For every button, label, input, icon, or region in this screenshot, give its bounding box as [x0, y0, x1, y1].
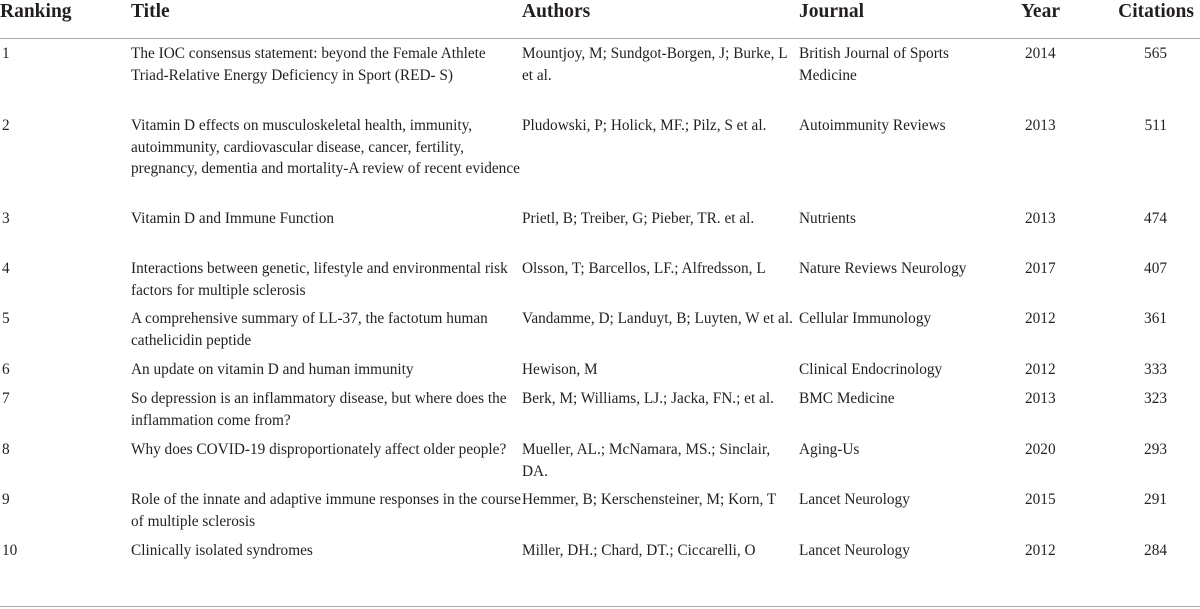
table-row [0, 111, 1200, 204]
cell-year: 2012 [1025, 542, 1056, 559]
cell-citations: 407 [1144, 260, 1167, 277]
cell-ranking: 7 [2, 390, 10, 407]
table-row [0, 254, 1200, 304]
cell-journal: Clinical Endocrinology [799, 361, 943, 378]
header-title: Title [131, 0, 522, 39]
cell-year: 2013 [1025, 390, 1056, 407]
table-row [0, 39, 1200, 112]
table-row [0, 536, 1200, 585]
cell-title: Vitamin D effects on musculoskeletal health, immunity, autoimmunity, cardiovascular disease, cancer, fertility, pregnancy, dementia and mortality-A review of recent evidence [131, 117, 520, 177]
header-journal: Journal [799, 0, 1009, 39]
table-row [0, 384, 1200, 435]
cell-authors: Berk, M; Williams, LJ.; Jacka, FN.; et al. [522, 390, 774, 407]
header-citations: Citations [1102, 0, 1200, 39]
cell-citations: 293 [1144, 441, 1167, 458]
cell-authors: Hewison, M [522, 361, 598, 378]
table-row [0, 304, 1200, 355]
cell-authors: Olsson, T; Barcellos, LF.; Alfredsson, L [522, 260, 766, 277]
cell-citations: 323 [1144, 390, 1167, 407]
table-row [0, 204, 1200, 254]
header-authors: Authors [522, 0, 799, 39]
cell-title: Vitamin D and Immune Function [131, 210, 335, 227]
cell-ranking: 5 [2, 310, 10, 327]
cell-journal: Autoimmunity Reviews [799, 117, 946, 134]
table-row [0, 485, 1200, 536]
cell-citations: 511 [1144, 117, 1167, 134]
cell-year: 2020 [1025, 441, 1056, 458]
cell-year: 2014 [1025, 45, 1056, 62]
cell-authors: Pludowski, P; Holick, MF.; Pilz, S et al. [522, 117, 767, 134]
cell-year: 2013 [1025, 117, 1056, 134]
table-bottom-rule [0, 606, 1200, 607]
cell-journal: Lancet Neurology [799, 542, 910, 559]
cell-year: 2013 [1025, 210, 1056, 227]
cell-journal: Aging-Us [799, 441, 860, 458]
table-row [0, 355, 1200, 384]
cell-citations: 284 [1144, 542, 1167, 559]
table-row [0, 435, 1200, 485]
cell-authors: Hemmer, B; Kerschensteiner, M; Korn, T [522, 491, 777, 508]
cell-year: 2017 [1025, 260, 1056, 277]
table-header [0, 0, 1200, 39]
cell-journal: Cellular Immunology [799, 310, 932, 327]
cell-title: Clinically isolated syndromes [131, 542, 313, 559]
cell-citations: 333 [1144, 361, 1167, 378]
cell-title: A comprehensive summary of LL-37, the factotum human cathelicidin peptide [131, 310, 488, 349]
cell-authors: Miller, DH.; Chard, DT.; Ciccarelli, O [522, 542, 756, 559]
cell-ranking: 8 [2, 441, 10, 458]
cell-title: An update on vitamin D and human immunity [131, 361, 414, 378]
cell-title: Interactions between genetic, lifestyle and environmental risk factors for multiple sclerosis [131, 260, 508, 299]
cell-year: 2012 [1025, 310, 1056, 327]
cell-authors: Mueller, AL.; McNamara, MS.; Sinclair, DA. [522, 441, 771, 480]
header-row [0, 0, 1200, 39]
cell-title: The IOC consensus statement: beyond the Female Athlete Triad-Relative Energy Deficiency in Sport (RED- S) [131, 45, 486, 84]
cell-title: Why does COVID-19 disproportionately affect older people? [131, 441, 507, 458]
cell-citations: 361 [1144, 310, 1167, 327]
cell-ranking: 2 [2, 117, 10, 134]
table-body [0, 39, 1200, 586]
header-year: Year [1009, 0, 1102, 39]
cell-citations: 291 [1144, 491, 1167, 508]
cell-authors: Mountjoy, M; Sundgot-Borgen, J; Burke, L et al. [522, 45, 788, 84]
cell-journal: Nutrients [799, 210, 856, 227]
cell-title: Role of the innate and adaptive immune responses in the course of multiple sclerosis [131, 491, 521, 530]
header-ranking: Ranking [0, 0, 131, 39]
cell-authors: Vandamme, D; Landuyt, B; Luyten, W et al. [522, 310, 793, 327]
cell-ranking: 9 [2, 491, 10, 508]
cell-citations: 565 [1144, 45, 1167, 62]
cell-journal: Lancet Neurology [799, 491, 910, 508]
cell-ranking: 4 [2, 260, 10, 277]
cell-citations: 474 [1144, 210, 1167, 227]
cell-journal: British Journal of Sports Medicine [799, 45, 949, 84]
cell-year: 2015 [1025, 491, 1056, 508]
cell-ranking: 1 [2, 45, 10, 62]
cell-year: 2012 [1025, 361, 1056, 378]
cell-ranking: 10 [2, 542, 18, 559]
cell-ranking: 3 [2, 210, 10, 227]
cell-journal: Nature Reviews Neurology [799, 260, 967, 277]
cell-ranking: 6 [2, 361, 10, 378]
cell-authors: Prietl, B; Treiber, G; Pieber, TR. et al. [522, 210, 755, 227]
cell-journal: BMC Medicine [799, 390, 895, 407]
cell-title: So depression is an inflammatory disease, but where does the inflammation come from? [131, 390, 507, 429]
